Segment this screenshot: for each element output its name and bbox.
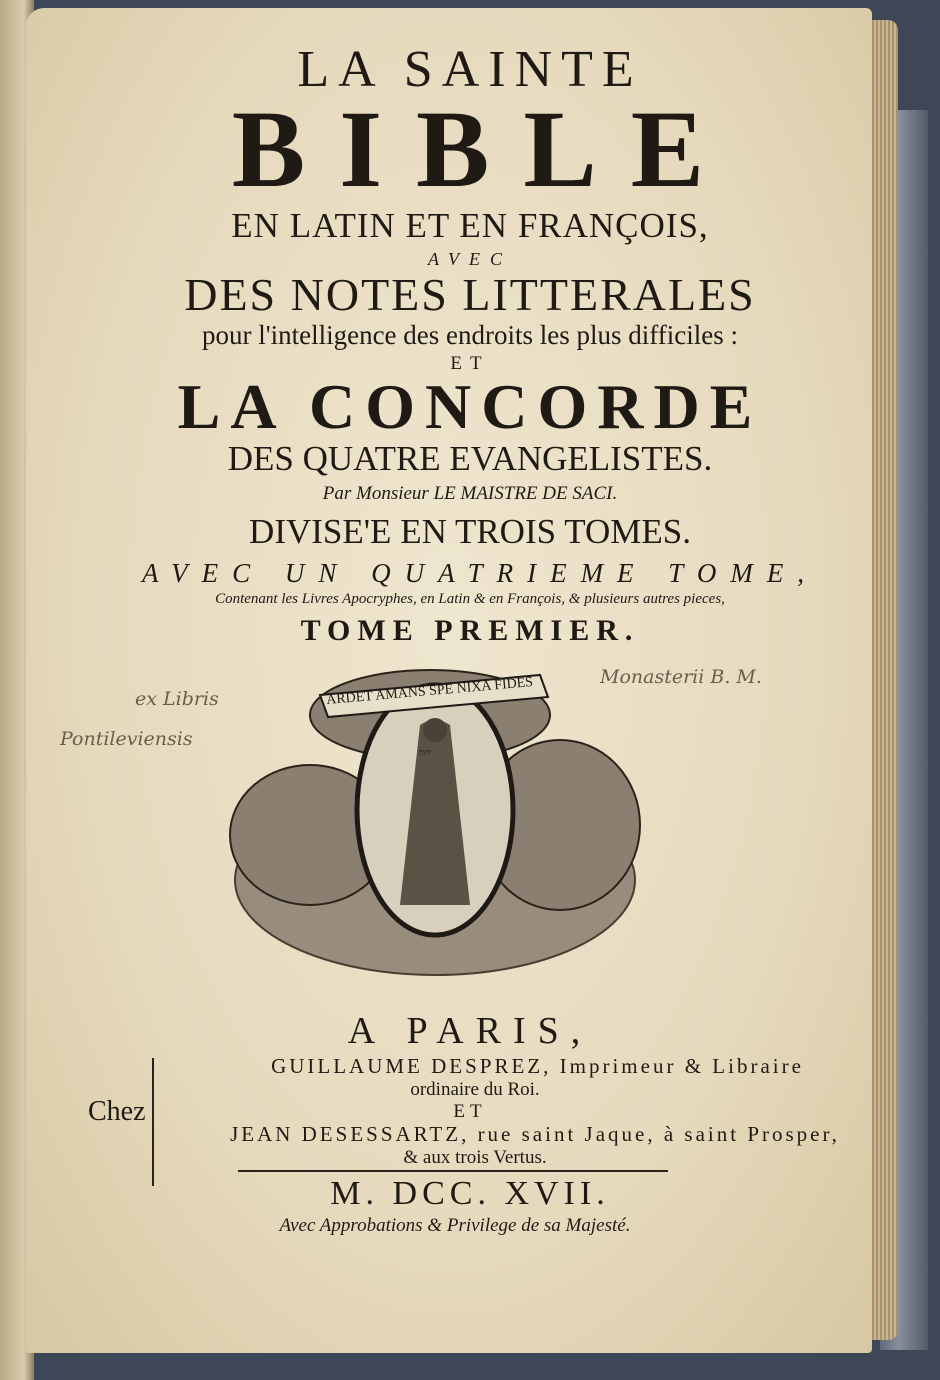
title-concorde: LA CONCORDE: [177, 371, 763, 442]
title-line-4: AVEC: [427, 249, 513, 269]
handwritten-monastery: Monasterii B. M.: [600, 666, 762, 688]
title-line-9: DES QUATRE EVANGELISTES.: [227, 439, 713, 478]
author-line: Par Monsieur LE MAISTRE DE SACI.: [322, 483, 618, 504]
engraving-vignette: [220, 655, 650, 1005]
handwritten-ex-libris: ex Libris: [135, 688, 219, 710]
contents-line: Contenant les Livres Apocryphes, en Latin & en François, & plusieurs autres pieces,: [215, 591, 725, 607]
title-line-7: ET: [450, 353, 490, 374]
fourth-volume-line: AVEC UN QUATRIEME TOME,: [141, 558, 819, 588]
imprint-chez: Chez: [88, 1096, 146, 1127]
volume-line: TOME PREMIER.: [300, 614, 640, 647]
tetragram: יהוה: [418, 748, 432, 757]
privilege-line: Avec Approbations & Privilege de sa Majesté.: [279, 1215, 631, 1236]
printer-1: GUILLAUME DESPREZ, Imprimeur & Libraire: [271, 1054, 804, 1078]
title-bible: BIBLE: [231, 88, 739, 210]
printer-2-address: & aux trois Vertus.: [403, 1147, 547, 1168]
title-line-5: DES NOTES LITTERALES: [184, 269, 756, 320]
imprint-city: A PARIS,: [347, 1010, 593, 1052]
printer-1-title: ordinaire du Roi.: [410, 1079, 540, 1100]
motto-text: ARDET AMANS SPE NIXA FIDES: [325, 675, 534, 709]
printer-2: JEAN DESESSARTZ, rue saint Jaque, à saint Prosper,: [230, 1122, 840, 1146]
imprint-year: M. DCC. XVII.: [330, 1175, 610, 1212]
handwritten-place: Pontileviensis: [60, 728, 193, 750]
division-line: DIVISE'E EN TROIS TOMES.: [249, 512, 691, 551]
title-line-1: LA SAINTE: [297, 41, 643, 98]
divider-rule: [238, 1170, 668, 1172]
imprint-et: ET: [453, 1101, 487, 1122]
title-line-3: EN LATIN ET EN FRANÇOIS,: [231, 206, 709, 245]
title-line-6: pour l'intelligence des endroits les plus difficiles :: [201, 320, 738, 350]
